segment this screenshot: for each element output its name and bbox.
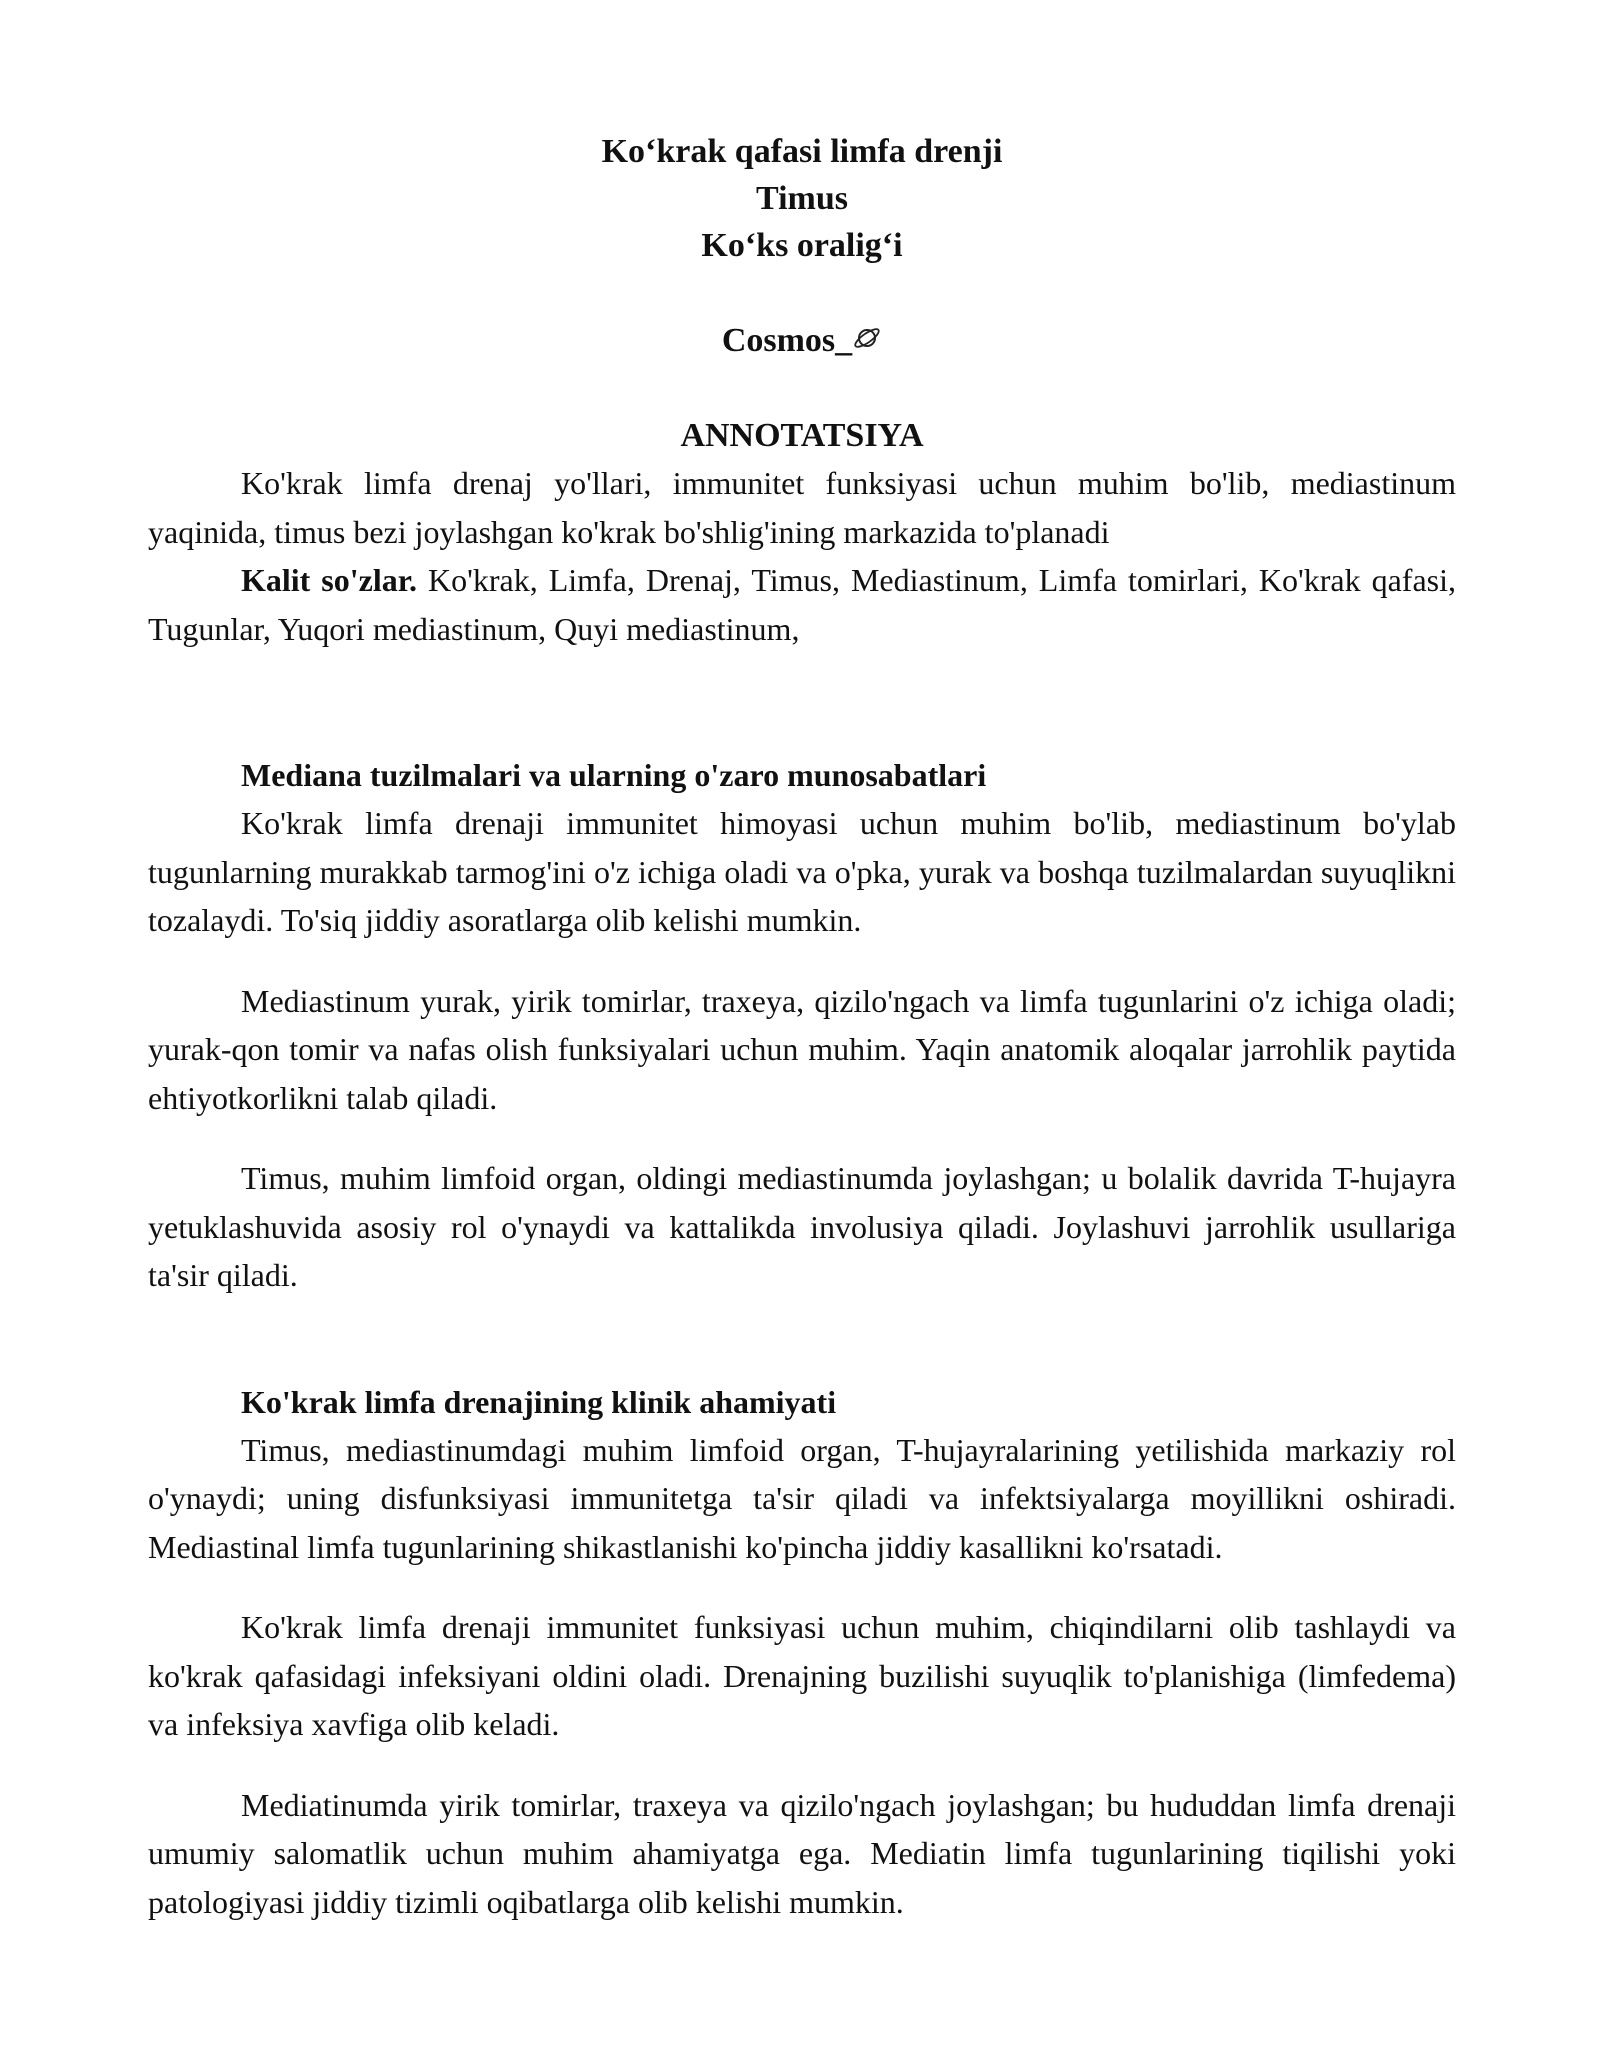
section-2-paragraph-2: Ko'krak limfa drenaji immunitet funksiyasi uchun muhim, chiqindilarni olib tashlaydi va ko'krak qafasidagi infeksiyani oldini oladi. Drenajning buzilishi suyuqlik to'planishiga (limfedema) va infeksiya xavfiga olib keladi. xyxy=(148,1609,1456,1742)
document-title xyxy=(148,128,1456,269)
keywords-label: Kalit so'zlar. xyxy=(241,562,418,598)
title-line-2: Timus xyxy=(756,180,848,217)
keywords-paragraph xyxy=(148,556,1456,653)
section-heading-clinical: Ko'krak limfa drenajining klinik ahamiyati xyxy=(241,1383,837,1420)
annotation-heading: ANNOTATSIYA xyxy=(680,417,924,454)
section-1-paragraph-2: Mediastinum yurak, yirik tomirlar, traxeya, qizilo'ngach va limfa tugunlarini o'z ichiga oladi; yurak-qon tomir va nafas olish funksiyalari uchun muhim. Yaqin anatomik aloqalar jarrohlik paytida ehtiyotkorlikni talab qiladi. xyxy=(148,982,1456,1116)
section-2-paragraph-1: Timus, mediastinumdagi muhim limfoid organ, T-hujayralarining yetilishida markaziy rol o'ynaydi; uning disfunksiyasi immunitetga ta'sir qiladi va infektsiyalarga moyillikni oshiradi. Mediastinal limfa tugunlarining shikastlanishi ko'pincha jiddiy kasallikni ko'rsatadi. xyxy=(148,1431,1456,1565)
annotation-paragraph: Ko'krak limfa drenaj yo'llari, immunitet funksiyasi uchun muhim bo'lib, mediastinum yaqinida, timus bezi joylashgan ko'krak bo'shlig'ining markazida to'planadi xyxy=(148,465,1456,550)
section-heading-structures: Mediana tuzilmalari va ularning o'zaro munosabatlari xyxy=(241,757,987,793)
document-page xyxy=(148,128,1456,1926)
section-2-paragraph-3: Mediatinumda yirik tomirlar, traxeya va qizilo'ngach joylashgan; bu hududdan limfa drenaji umumiy salomatlik uchun muhim ahamiyatga ega. Mediatin limfa tugunlarining tiqilishi yoki patologiyasi jiddiy tizimli oqibatlarga olib kelishi mumkin. xyxy=(148,1786,1456,1920)
title-line-3: Ko‘ks oralig‘i xyxy=(701,227,903,264)
section-1-paragraph-1: Ko'krak limfa drenaji immunitet himoyasi uchun muhim bo'lib, mediastinum bo'ylab tugunlarning murakkab tarmog'ini o'z ichiga oladi va o'pka, yurak va boshqa tuzilmalardan suyuqlikni tozalaydi. To'siq jiddiy asoratlarga olib kelishi mumkin. xyxy=(148,805,1456,938)
keywords-text: Ko'krak, Limfa, Drenaj, Timus, Mediastinum, Limfa tomirlari, Ko'krak qafasi, Tugunlar, Yuqori mediastinum, Quyi mediastinum, xyxy=(148,562,1457,647)
section-1-paragraph-3: Timus, muhim limfoid organ, oldingi mediastinumda joylashgan; u bolalik davrida T-hujayra yetuklashuvida asosiy rol o'ynaydi va kattalikda involusiya qiladi. Joylashuvi jarrohlik usullariga ta'sir qiladi. xyxy=(148,1160,1456,1293)
title-line-1: Ko‘krak qafasi limfa drenji xyxy=(601,133,1003,170)
author-line xyxy=(148,317,1456,364)
ringed-planet-icon xyxy=(852,319,882,349)
author-name: Cosmos_ xyxy=(721,322,853,359)
